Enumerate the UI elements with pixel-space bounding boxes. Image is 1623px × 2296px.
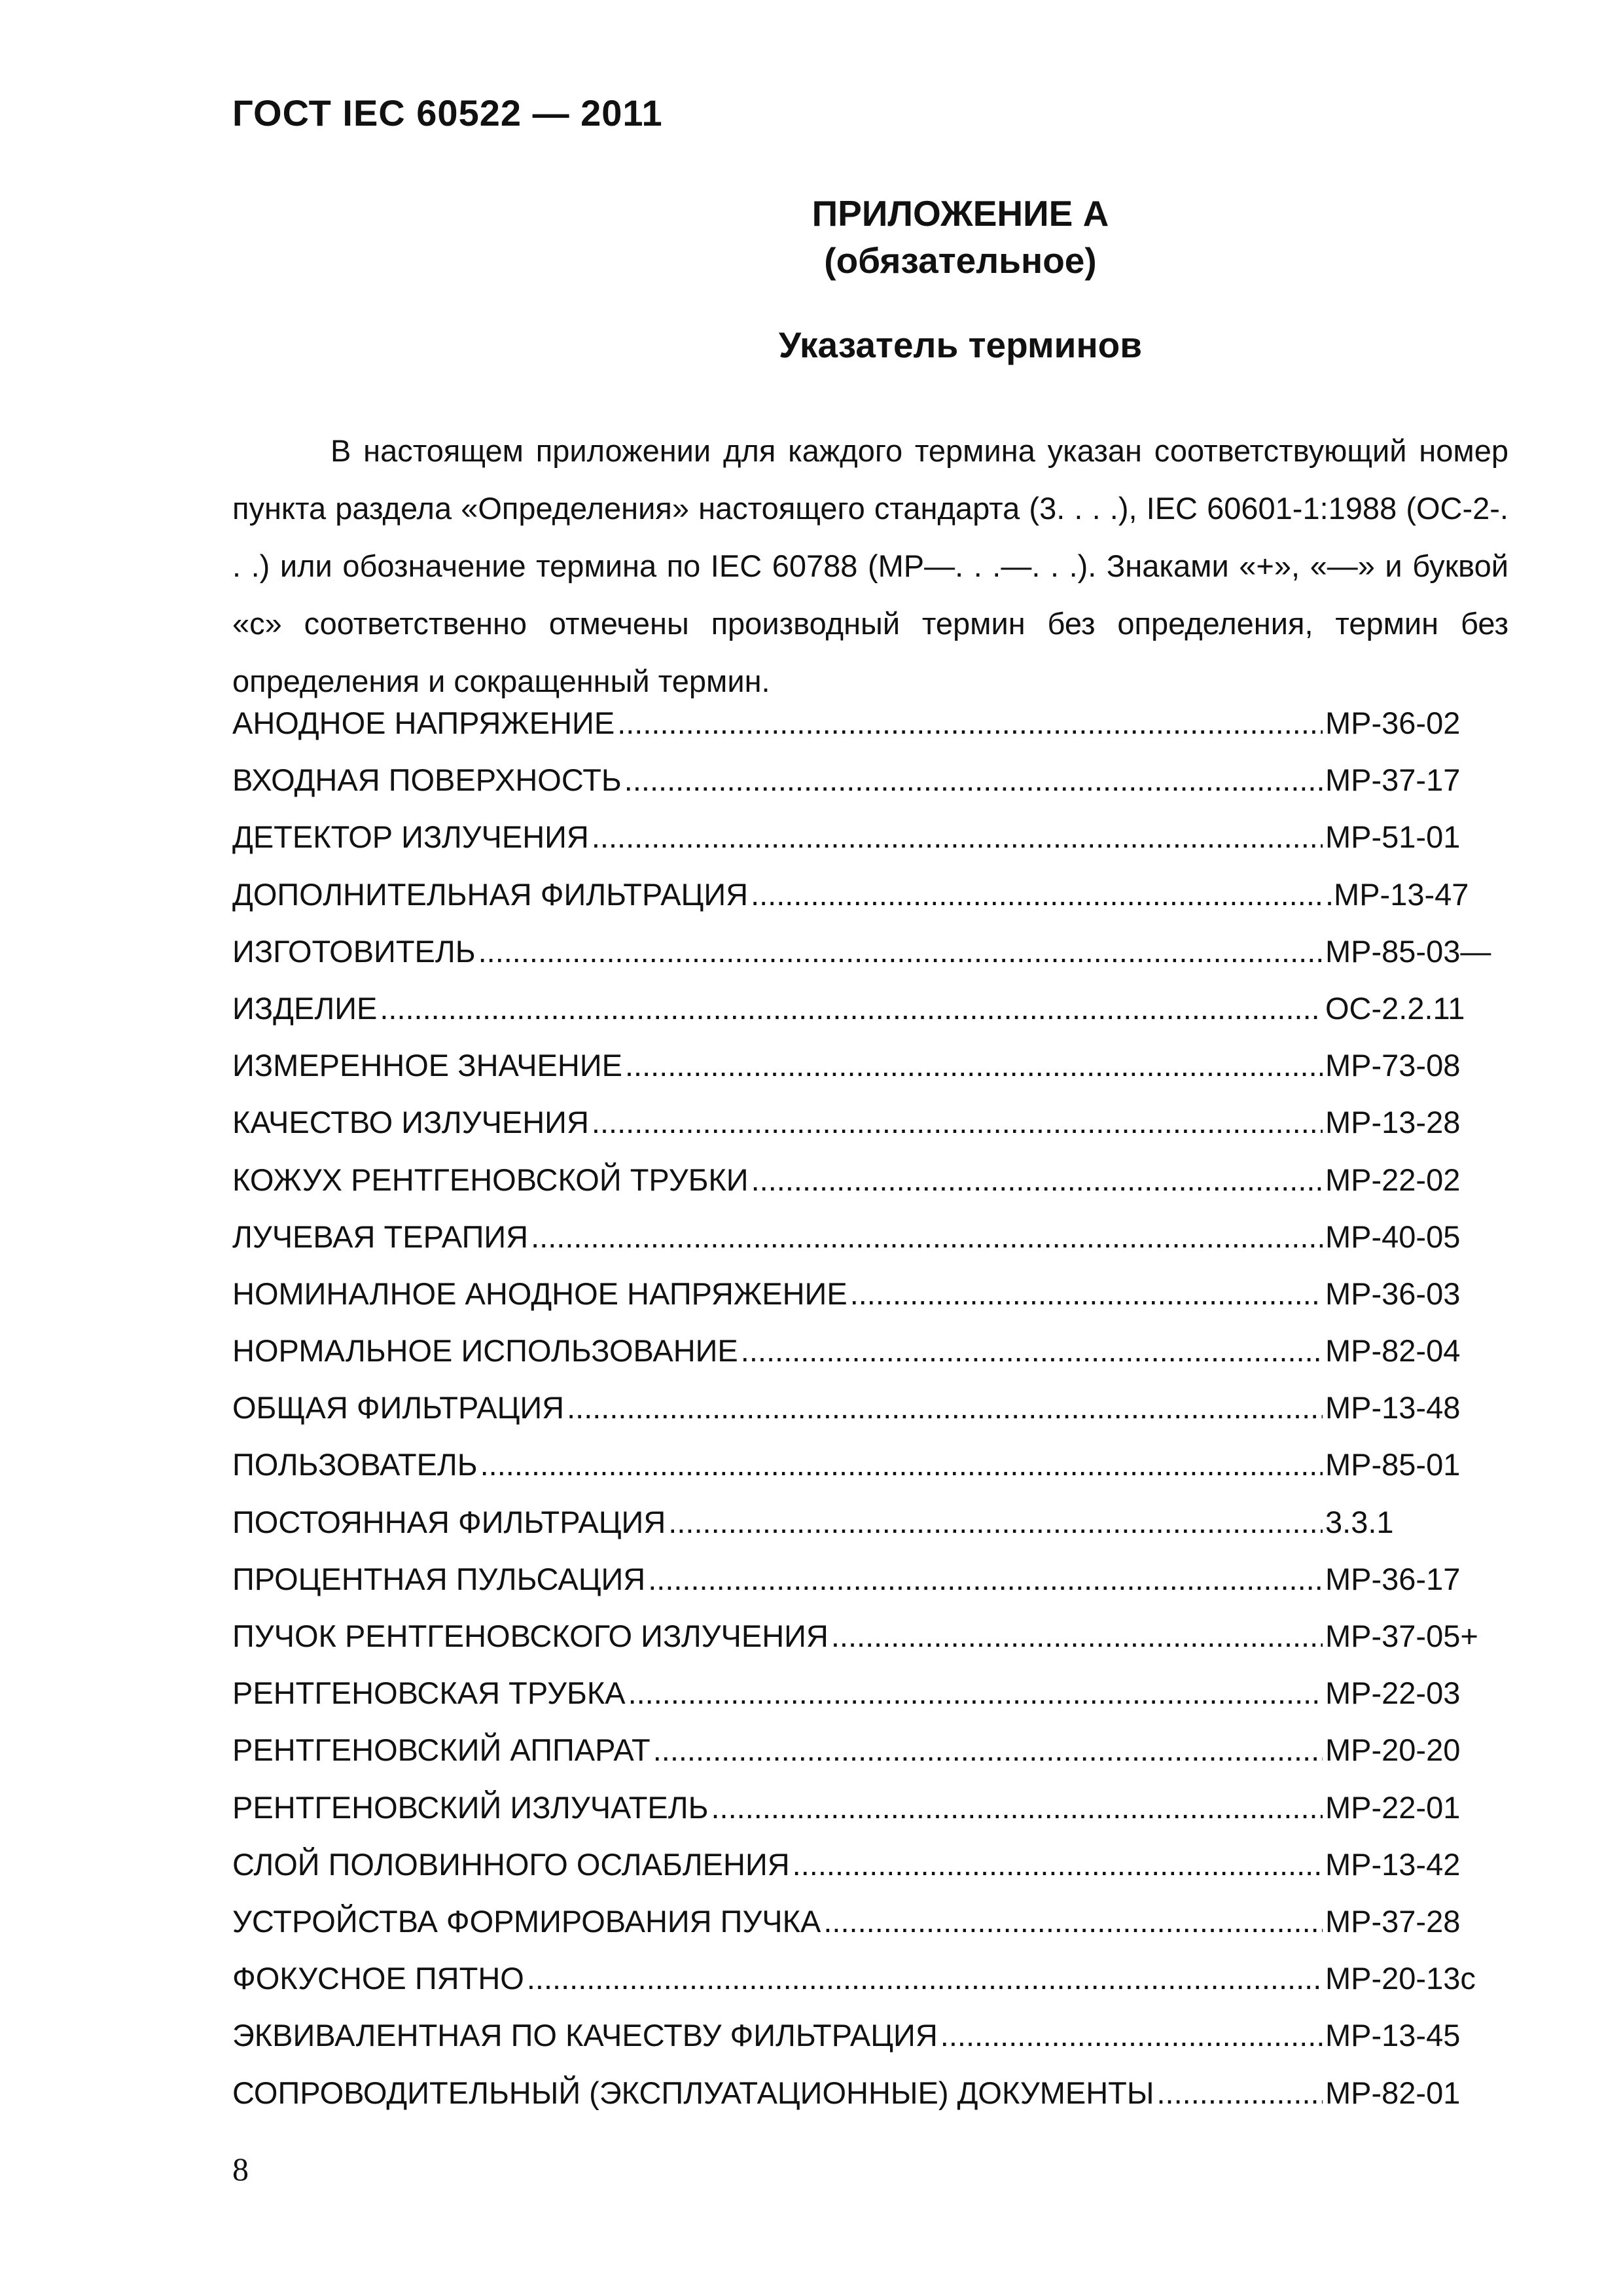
term-entry: [232, 933, 1492, 990]
term-entry: [232, 1446, 1492, 1503]
term-entry: [232, 2017, 1492, 2074]
dot-leader: [617, 705, 1323, 741]
dot-leader: [668, 1504, 1323, 1540]
term-entry: [232, 1732, 1492, 1789]
term-reference: МР-13-42: [1325, 1846, 1461, 1882]
page-number: 8: [232, 2151, 249, 2187]
term-entry: [232, 1903, 1492, 1960]
dot-leader: [592, 1104, 1323, 1140]
annex-status: (обязательное): [824, 240, 1097, 281]
term-name: СЛОЙ ПОЛОВИННОГО ОСЛАБЛЕНИЯ: [232, 1846, 790, 1882]
dot-leader: [624, 762, 1323, 798]
dot-leader: [625, 1047, 1323, 1083]
dot-leader: [478, 933, 1323, 969]
term-name: КОЖУХ РЕНТГЕНОВСКОЙ ТРУБКИ: [232, 1162, 749, 1197]
annex-heading: [232, 190, 1512, 284]
term-name: ОБЩАЯ ФИЛЬТРАЦИЯ: [232, 1390, 565, 1426]
term-reference: МР-13-28: [1325, 1105, 1461, 1140]
term-reference: МР-37-17: [1325, 762, 1461, 798]
term-reference: ОС-2.2.11: [1325, 990, 1465, 1026]
term-entry: [232, 990, 1492, 1047]
term-entry: [232, 1104, 1492, 1161]
dot-leader: [628, 1675, 1323, 1711]
term-name: ДЕТЕКТОР ИЗЛУЧЕНИЯ: [232, 819, 589, 855]
term-entry: [232, 1219, 1492, 1276]
dot-leader: [380, 990, 1323, 1026]
term-reference: МР-85-03—: [1325, 933, 1491, 969]
term-entry: [232, 1789, 1492, 1846]
dot-leader: [793, 1846, 1323, 1882]
term-name: ИЗДЕЛИЕ: [232, 990, 378, 1026]
term-name: РЕНТГЕНОВСКИЙ ИЗЛУЧАТЕЛЬ: [232, 1789, 709, 1825]
term-reference: МР-37-28: [1325, 1903, 1461, 1939]
term-name: РЕНТГЕНОВСКИЙ АППАРАТ: [232, 1732, 651, 1768]
term-name: УСТРОЙСТВА ФОРМИРОВАНИЯ ПУЧКА: [232, 1903, 821, 1939]
term-entry: [232, 1504, 1492, 1561]
term-name: ПУЧОК РЕНТГЕНОВСКОГО ИЗЛУЧЕНИЯ: [232, 1619, 829, 1653]
dot-leader: [823, 1903, 1323, 1939]
term-reference: МР-13-48: [1325, 1390, 1461, 1426]
term-reference: МР-36-02: [1325, 706, 1461, 740]
term-name: ДОПОЛНИТЕЛЬНАЯ ФИЛЬТРАЦИЯ: [232, 876, 749, 912]
term-reference: .МР-13-47: [1325, 876, 1469, 912]
term-entry: [232, 1846, 1492, 1903]
term-reference: МР-22-03: [1325, 1676, 1461, 1711]
dot-leader: [751, 876, 1323, 912]
index-title: Указатель терминов: [778, 325, 1143, 365]
term-entry: [232, 1047, 1492, 1104]
dot-leader: [567, 1390, 1323, 1426]
term-entry: [232, 1276, 1492, 1333]
term-reference: МР-82-01: [1325, 2075, 1461, 2110]
term-entry: [232, 1960, 1492, 2017]
term-name: ЭКВИВАЛЕНТНАЯ ПО КАЧЕСТВУ ФИЛЬТРАЦИЯ: [232, 2018, 938, 2053]
term-reference: МР-36-17: [1325, 1561, 1461, 1596]
dot-leader: [527, 1960, 1323, 1996]
dot-leader: [592, 819, 1323, 855]
dot-leader: [940, 2017, 1323, 2053]
term-name: НОРМАЛЬНОЕ ИСПОЛЬЗОВАНИЕ: [232, 1333, 738, 1369]
dot-leader: [850, 1276, 1323, 1312]
term-reference: МР-51-01: [1325, 819, 1461, 855]
term-name: КАЧЕСТВО ИЗЛУЧЕНИЯ: [232, 1105, 589, 1140]
term-reference: МР-40-05: [1325, 1219, 1461, 1254]
term-name: СОПРОВОДИТЕЛЬНЫЙ (ЭКСПЛУАТАЦИОННЫЕ) ДОКУМЕНТЫ: [232, 2075, 1154, 2110]
term-reference: МР-13-45: [1325, 2018, 1461, 2053]
term-entry: [232, 876, 1492, 933]
term-name: ИЗГОТОВИТЕЛЬ: [232, 933, 476, 969]
standard-code-header: ГОСТ IEC 60522 — 2011: [232, 92, 663, 134]
term-name: ПОЛЬЗОВАТЕЛЬ: [232, 1447, 478, 1482]
term-reference: МР-82-04: [1325, 1333, 1461, 1369]
dot-leader: [531, 1219, 1323, 1255]
term-entry: [232, 762, 1492, 819]
term-entry: [232, 1333, 1492, 1390]
term-reference: МР-20-13с: [1325, 1961, 1476, 1996]
term-name: ФОКУСНОЕ ПЯТНО: [232, 1961, 524, 1996]
term-entry: [232, 1390, 1492, 1446]
term-entry: [232, 819, 1492, 876]
dot-leader: [648, 1561, 1323, 1597]
dot-leader: [653, 1732, 1323, 1768]
term-reference: МР-37-05+: [1325, 1619, 1478, 1653]
term-name: ВХОДНАЯ ПОВЕРХНОСТЬ: [232, 762, 622, 798]
dot-leader: [831, 1618, 1323, 1654]
term-entry: [232, 2075, 1492, 2132]
term-entry: [232, 1162, 1492, 1219]
term-reference: МР-22-01: [1325, 1789, 1461, 1825]
terms-index-list: [232, 705, 1492, 2132]
intro-paragraph: В настоящем приложении для каждого термина указан соответствующий номер пункта раздела «Определения» настоящего стандарта (3. . . .), IEC 60601-1:1988 (ОС-2-. . .) или обозначение термина по IEC 60788 (МР—. . .—. . .). Знаками «+», «—» и буквой «с» соответственно отмечены производный термин без определения, термин без определения и сокращенный термин.: [232, 433, 1508, 698]
term-reference: МР-73-08: [1325, 1048, 1461, 1083]
term-name: ПОСТОЯННАЯ ФИЛЬТРАЦИЯ: [232, 1504, 666, 1539]
term-entry: [232, 1561, 1492, 1618]
term-name: РЕНТГЕНОВСКАЯ ТРУБКА: [232, 1676, 626, 1711]
dot-leader: [751, 1162, 1323, 1198]
term-reference: МР-36-03: [1325, 1276, 1461, 1311]
term-name: ИЗМЕРЕННОЕ ЗНАЧЕНИЕ: [232, 1048, 622, 1083]
term-reference: МР-20-20: [1325, 1732, 1461, 1768]
term-entry: [232, 1618, 1492, 1675]
term-name: НОМИНАЛНОЕ АНОДНОЕ НАПРЯЖЕНИЕ: [232, 1276, 847, 1311]
term-entry: [232, 705, 1492, 762]
term-name: АНОДНОЕ НАПРЯЖЕНИЕ: [232, 706, 615, 740]
dot-leader: [741, 1333, 1323, 1369]
dot-leader: [480, 1446, 1323, 1482]
annex-title: ПРИЛОЖЕНИЕ А: [812, 193, 1109, 234]
dot-leader: [711, 1789, 1323, 1825]
term-name: ПРОЦЕНТНАЯ ПУЛЬСАЦИЯ: [232, 1561, 646, 1596]
term-name: ЛУЧЕВАЯ ТЕРАПИЯ: [232, 1219, 529, 1254]
term-reference: 3.3.1: [1325, 1504, 1394, 1539]
term-entry: [232, 1675, 1492, 1732]
dot-leader: [1157, 2075, 1323, 2111]
term-reference: МР-22-02: [1325, 1162, 1461, 1197]
term-reference: МР-85-01: [1325, 1447, 1461, 1482]
